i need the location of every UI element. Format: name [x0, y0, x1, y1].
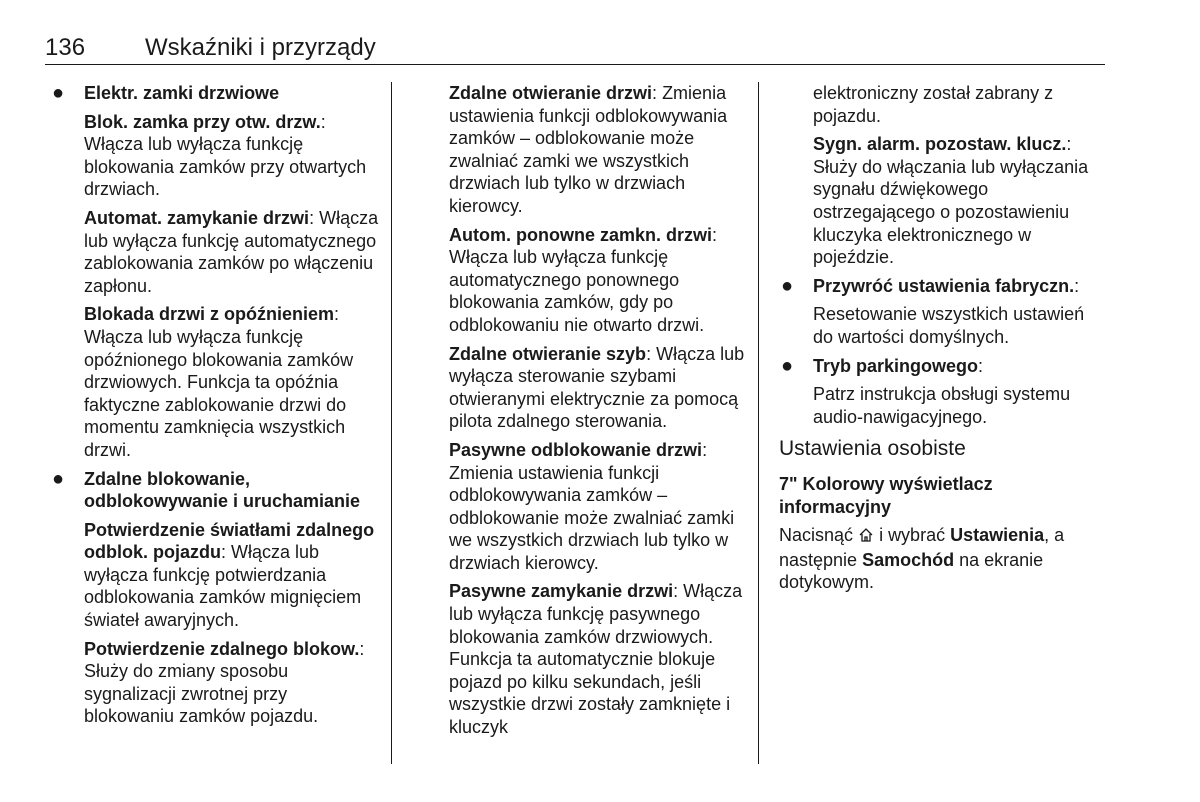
menu-name: Ustawienia	[950, 525, 1045, 546]
instruction-text: na ekranie dotykowym.	[779, 549, 1044, 593]
setting-entry: Potwierdzenie zdalnego blokow.: Służy do zmiany sposobu sygnalizacji zwrotnej przy blokowaniu zamków pojazdu.	[84, 638, 365, 727]
setting-entry: Pasywne odblokowanie drzwi: Zmienia ustawienia funkcji odblokowywania zamków – odblokowanie może zwalniać zamki we wszystkich drzwiach lub tylko w drzwiach kierowcy.	[449, 439, 735, 573]
page-header	[45, 34, 1105, 65]
bullet-title: Przywróć ustawienia fabryczn.	[813, 275, 1075, 296]
setting-entry: Zdalne otwieranie drzwi: Zmienia ustawienia funkcji odblokowywania zamków – odblokowanie może zwalniać zamki we wszystkich drzwiach lub tylko w drzwiach kierowcy.	[449, 83, 728, 216]
bullet-title: Tryb parkingowego	[813, 355, 979, 376]
bullet-icon: ●	[52, 82, 65, 104]
column-right	[779, 82, 1109, 600]
setting-description: Włącza lub wyłącza funkcję pasywnego blokowania zamków drzwiowych. Funkcja ta automatycznie blokuje pojazd po kilku sekundach, jeśli wszystkie drzwi zostały zamknięte i kluczyk	[449, 581, 743, 738]
setting-description: Włącza lub wyłącza funkcję automatycznego zablokowania zamków po włączeniu zapłonu.	[84, 207, 379, 296]
bullet-description	[779, 303, 1109, 348]
setting-label: Potwierdzenie zdalnego blokow.	[84, 638, 360, 659]
menu-name: Samochód	[862, 549, 955, 570]
page-number: 136	[45, 34, 86, 61]
column-divider	[758, 82, 759, 764]
setting-description: Włącza lub wyłącza funkcję potwierdzania odblokowania zamków mignięciem świateł awaryjnych.	[84, 542, 362, 631]
setting-description: Włącza lub wyłącza funkcję opóźnionego blokowania zamków drzwiowych. Funkcja ta opóźnia faktyczne zablokowanie drzwi do momentu zamknięcia wszystkich drzwi.	[84, 326, 354, 460]
setting-description: Włącza lub wyłącza funkcję automatycznego ponownego blokowania zamków, gdy po odblokowaniu nie otwarto drzwi.	[449, 247, 705, 335]
setting-description: Resetowanie wszystkich ustawień do wartości domyślnych.	[813, 304, 1085, 347]
bullet-title: Zdalne blokowanie, odblokowywanie i uruchamianie	[84, 468, 361, 512]
bullet-icon: ●	[781, 354, 794, 377]
setting-description: Włącza lub wyłącza funkcję blokowania zamków przy otwartych drzwiach.	[84, 134, 367, 200]
setting-entry: Sygn. alarm. pozostaw. klucz.: Służy do włączania lub wyłączania sygnału dźwiękowego ostrzegającego o pozostawieniu kluczyka elektronicznego w pojeździe.	[813, 134, 1089, 268]
setting-description: Służy do włączania lub wyłączania sygnału dźwiękowego ostrzegającego o pozostawieniu kluczyka elektronicznego w pojeździe.	[813, 156, 1089, 268]
setting-label: Zdalne otwieranie szyb	[449, 343, 647, 364]
instruction-text: i wybrać	[879, 525, 946, 546]
bullet-description	[779, 383, 1109, 428]
instruction-text: , a następnie	[779, 525, 1065, 570]
page-title: Wskaźniki i przyrządy	[145, 34, 376, 61]
instruction-text: Nacisnąć	[779, 525, 854, 546]
setting-entry: Potwierdzenie światłami zdalnego odblok. pojazdu: Włącza lub wyłącza funkcję potwierdzania odblokowania zamków mignięciem świateł awaryjnych.	[84, 519, 375, 631]
setting-entry: Blok. zamka przy otw. drzw.: Włącza lub wyłącza funkcję blokowania zamków przy otwartych drzwiach.	[84, 111, 367, 200]
subsection-heading: 7" Kolorowy wyświetlacz informacyjny	[779, 473, 993, 517]
column-middle	[449, 82, 749, 745]
setting-entry: Autom. ponowne zamkn. drzwi: Włącza lub wyłącza funkcję automatycznego ponownego blokowania zamków, gdy po odblokowaniu nie otwarto drzwi.	[449, 224, 718, 335]
setting-label: Zdalne otwieranie drzwi	[449, 83, 653, 103]
column-divider	[391, 82, 392, 764]
instruction-paragraph	[779, 524, 1109, 594]
setting-description: Zmienia ustawienia funkcji odblokowywania zamków – odblokowanie może zwalniać zamki we wszystkich drzwiach lub tylko w drzwiach kierowcy.	[449, 83, 728, 216]
list-item	[50, 468, 380, 513]
column-left	[50, 82, 380, 734]
section-heading: Ustawienia osobiste	[779, 437, 966, 461]
continued-text	[779, 82, 1109, 127]
setting-entry: Automat. zamykanie drzwi: Włącza lub wyłącza funkcję automatycznego zablokowania zamków po włączeniu zapłonu.	[84, 207, 379, 296]
bullet-icon: ●	[52, 467, 65, 490]
setting-description: Zmienia ustawienia funkcji odblokowywania zamków – odblokowanie może zwalniać zamki we wszystkich drzwiach lub tylko w drzwiach kierowcy.	[449, 462, 735, 573]
setting-entry: Blokada drzwi z opóźnieniem: Włącza lub wyłącza funkcję opóźnionego blokowania zamków drzwiowych. Funkcja ta opóźnia faktyczne zablokowanie drzwi do momentu zamknięcia wszystkich drzwi.	[84, 304, 354, 460]
setting-label: Autom. ponowne zamkn. drzwi	[449, 224, 713, 245]
setting-entry: Zdalne otwieranie szyb: Włącza lub wyłącza sterowanie szybami otwieranymi elektrycznie za pomocą pilota zdalnego sterowania.	[449, 343, 745, 432]
bullet-title: Elektr. zamki drzwiowe	[84, 83, 280, 103]
setting-description: elektroniczny został zabrany z pojazdu.	[813, 83, 1054, 126]
list-item: ● Przywróć ustawienia fabryczn.:	[781, 274, 1080, 297]
setting-description: Służy do zmiany sposobu sygnalizacji zwrotnej przy blokowaniu zamków pojazdu.	[84, 661, 319, 727]
setting-label: Blokada drzwi z opóźnieniem	[84, 304, 335, 325]
bullet-icon: ●	[781, 274, 794, 297]
setting-label: Blok. zamka przy otw. drzw.	[84, 111, 321, 132]
setting-label: Pasywne zamykanie drzwi	[449, 581, 674, 602]
setting-description: Patrz instrukcja obsługi systemu audio-nawigacyjnego.	[813, 384, 1071, 427]
home-icon	[858, 526, 874, 549]
setting-entry: Pasywne zamykanie drzwi: Włącza lub wyłącza funkcję pasywnego blokowania zamków drzwiowych. Funkcja ta automatycznie blokuje pojazd po kilku sekundach, jeśli wszystkie drzwi zostały zamknięte i kluczyk	[449, 581, 743, 738]
list-item	[50, 82, 380, 105]
setting-label: Potwierdzenie światłami zdalnego odblok. pojazdu	[84, 519, 375, 563]
list-item: ● Tryb parkingowego:	[781, 354, 984, 377]
setting-label: Sygn. alarm. pozostaw. klucz.	[813, 134, 1067, 155]
setting-label: Pasywne odblokowanie drzwi	[449, 439, 703, 460]
setting-label: Automat. zamykanie drzwi	[84, 207, 310, 228]
setting-description: Włącza lub wyłącza sterowanie szybami otwieranymi elektrycznie za pomocą pilota zdalnego sterowania.	[449, 343, 745, 432]
